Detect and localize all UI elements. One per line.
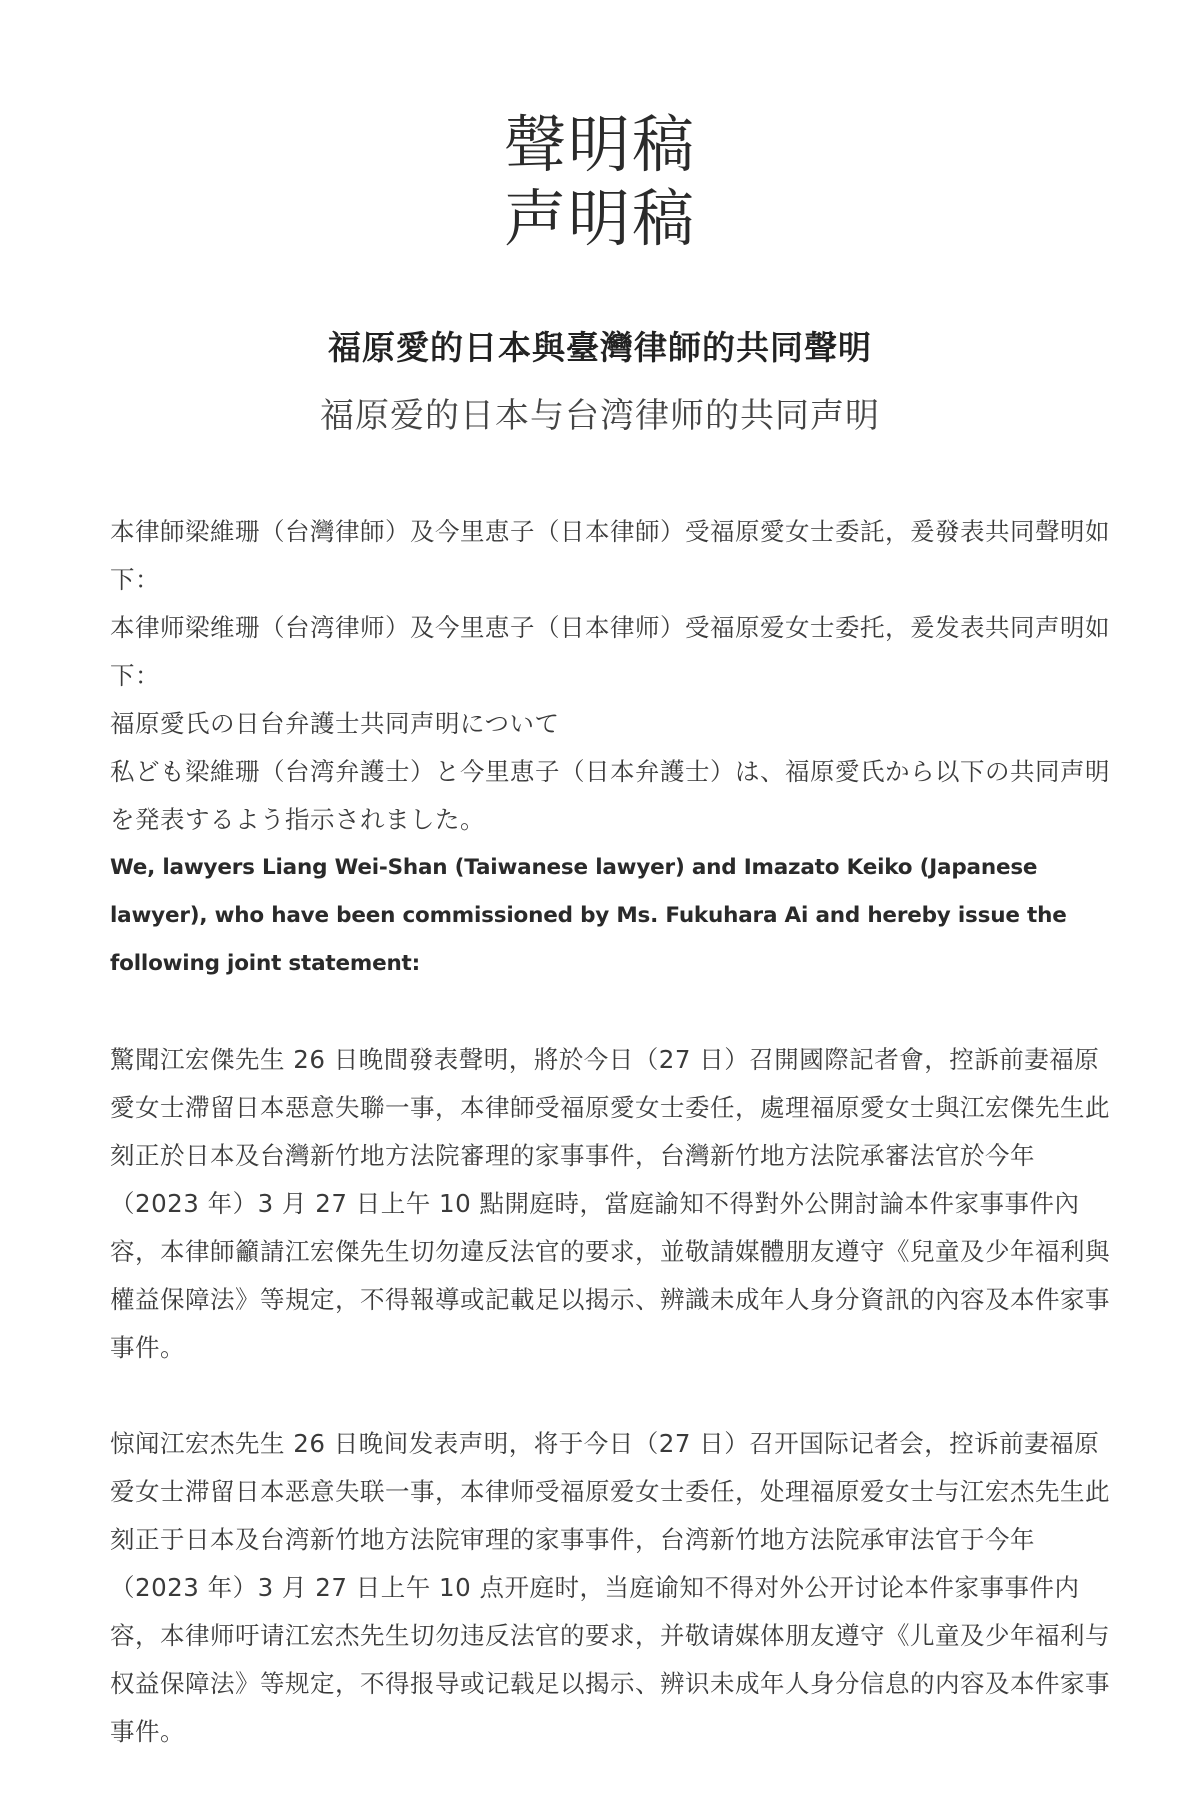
title-simplified: 声明稿 xyxy=(503,182,696,255)
document-subtitle xyxy=(0,325,1200,439)
intro-simplified: 本律师梁维珊（台湾律师）及今里恵子（日本律师）受福原爱女士委托，爰发表共同声明如下： xyxy=(110,613,1110,690)
statement-traditional: 驚聞江宏傑先生 26 日晚間發表聲明，將於今日（27 日）召開國際記者會，控訴前妻福原愛女士滯留日本惡意失聯一事，本律師受福原愛女士委任，處理福原愛女士與江宏傑先生此刻正於日本及台灣新竹地方法院審理的家事事件，台灣新竹地方法院承審法官於今年（2023 年）3 月 27 日上午 10 點開庭時，當庭諭知不得對外公開討論本件家事事件內容，本律師籲請江宏傑先生切勿違反法官的要求，並敬請媒體朋友遵守《兒童及少年福利與權益保障法》等規定，不得報導或記載足以揭示、辨識未成年人身分資訊的內容及本件家事事件。 xyxy=(110,1045,1110,1362)
intro-japanese-heading: 福原愛氏の日台弁護士共同声明について xyxy=(110,709,560,738)
paragraph-spacer xyxy=(110,1372,1110,1420)
intro-traditional: 本律師梁維珊（台灣律師）及今里恵子（日本律師）受福原愛女士委託，爰發表共同聲明如下： xyxy=(110,517,1110,594)
intro-japanese: 私ども梁維珊（台湾弁護士）と今里恵子（日本弁護士）は、福原愛氏から以下の共同声明を発表するよう指示されました。 xyxy=(110,757,1110,834)
subtitle-traditional: 福原愛的日本與臺灣律師的共同聲明 xyxy=(328,328,872,367)
intro-english: We, lawyers Liang Wei-Shan (Taiwanese lawyer) and Imazato Keiko (Japanese lawyer), who have been commissioned by Ms. Fukuhara Ai and hereby issue the following joint statement: xyxy=(110,855,1067,976)
title-traditional: 聲明稿 xyxy=(503,108,696,181)
statement-simplified: 惊闻江宏杰先生 26 日晚间发表声明，将于今日（27 日）召开国际记者会，控诉前妻福原爱女士滞留日本恶意失联一事，本律师受福原爱女士委任，处理福原爱女士与江宏杰先生此刻正于日本及台湾新竹地方法院审理的家事事件，台湾新竹地方法院承审法官于今年（2023 年）3 月 27 日上午 10 点开庭时，当庭谕知不得对外公开讨论本件家事事件内容，本律师吁请江宏杰先生切勿违反法官的要求，并敬请媒体朋友遵守《儿童及少年福利与权益保障法》等规定，不得报导或记载足以揭示、辨识未成年人身分信息的内容及本件家事事件。 xyxy=(110,1429,1110,1746)
document-title xyxy=(0,108,1200,256)
paragraph-spacer xyxy=(110,988,1110,1036)
subtitle-simplified: 福原爱的日本与台湾律师的共同声明 xyxy=(320,396,880,436)
document-body xyxy=(110,508,1110,1756)
